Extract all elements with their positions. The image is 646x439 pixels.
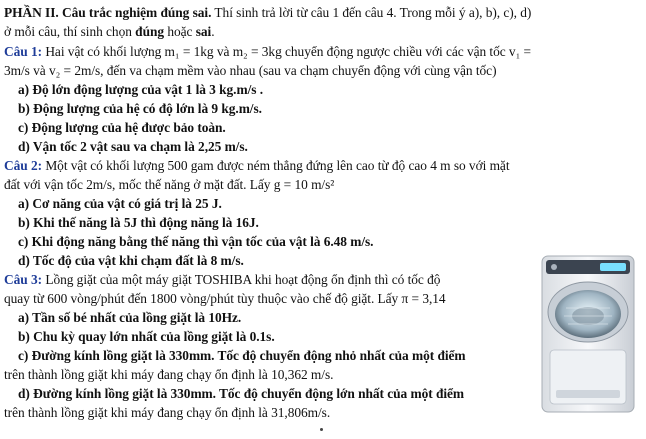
- instruction-text: hoặc: [164, 24, 196, 39]
- question-label: Câu 1:: [4, 44, 43, 59]
- page-dot: [320, 428, 323, 431]
- question-label: Câu 3:: [4, 272, 43, 287]
- question-2-option-a: a) Cơ năng của vật có giá trị là 25 J.: [18, 196, 222, 211]
- instruction-text: .: [211, 24, 215, 39]
- question-3-option-a: a) Tần số bé nhất của lồng giặt là 10Hz.: [18, 310, 242, 325]
- washing-machine-icon: [536, 250, 640, 416]
- question-3-line-2: quay từ 600 vòng/phút đến 1800 vòng/phút tùy thuộc vào chế độ giặt. Lấy π = 3,14: [4, 291, 446, 306]
- question-1-option-c: c) Động lượng của hệ được bảo toàn.: [18, 120, 226, 135]
- question-3-line-1: [4, 270, 440, 289]
- question-2-line-2: đất với vận tốc 2m/s, mốc thế năng ở mặt đất. Lấy g = 10 m/s²: [4, 177, 335, 192]
- question-2-line-1: [4, 156, 510, 175]
- question-label: Câu 2:: [4, 158, 43, 173]
- instruction-bold-true: đúng: [135, 24, 165, 39]
- question-2-option-b: b) Khi thế năng là 5J thì động năng là 16J.: [18, 215, 259, 230]
- question-2-option-d: d) Tốc độ của vật khi chạm đất là 8 m/s.: [18, 253, 244, 268]
- question-1-option-b: b) Động lượng của hệ có độ lớn là 9 kg.m/s.: [18, 101, 262, 116]
- question-1-option-d: d) Vận tốc 2 vật sau va chạm là 2,25 m/s.: [18, 139, 248, 154]
- question-2-option-c: c) Khi động năng bằng thế năng thì vận tốc của vật là 6.48 m/s.: [18, 234, 374, 249]
- question-3-option-b: b) Chu kỳ quay lớn nhất của lồng giặt là 0.1s.: [18, 329, 275, 344]
- question-3-option-c: c) Đường kính lồng giặt là 330mm. Tốc độ chuyển động nhỏ nhất của một điểm: [18, 348, 466, 363]
- instruction-text: ở mỗi câu, thí sinh chọn: [4, 24, 136, 39]
- section-label: PHẦN II. Câu trắc nghiệm đúng sai.: [4, 5, 212, 20]
- instruction-bold-false: sai: [195, 24, 212, 39]
- question-1-line-1: [4, 42, 531, 61]
- section-instruction-1: Thí sinh trả lời từ câu 1 đến câu 4. Trong mỗi ý a), b), c), d): [211, 5, 532, 20]
- question-3-option-d: d) Đường kính lồng giặt là 330mm. Tốc độ chuyển động lớn nhất của một điểm: [18, 386, 465, 401]
- question-text: Hai vật có khối lượng m₁ = 1kg và m₂ = 3kg chuyển động ngược chiều với các vận tốc v₁ =: [42, 44, 531, 59]
- section-instruction-line: [4, 22, 215, 41]
- question-1-option-a: a) Độ lớn động lượng của vật 1 là 3 kg.m/s .: [18, 82, 263, 97]
- section-header-line: [4, 3, 531, 22]
- question-text: Một vật có khối lượng 500 gam được ném thẳng đứng lên cao từ độ cao 4 m so với mặt: [42, 158, 510, 173]
- question-3-option-c-cont: trên thành lồng giặt khi máy đang chạy ổn định là 10,362 m/s.: [4, 367, 334, 382]
- question-1-line-2: 3m/s và v₂ = 2m/s, đến va chạm mềm vào nhau (sau va chạm chuyển động với cùng vận tốc): [4, 63, 497, 78]
- question-3-option-d-cont: trên thành lồng giặt khi máy đang chạy ổn định là 31,806m/s.: [4, 405, 331, 420]
- question-text: Lồng giặt của một máy giặt TOSHIBA khi hoạt động ổn định thì có tốc độ: [42, 272, 441, 287]
